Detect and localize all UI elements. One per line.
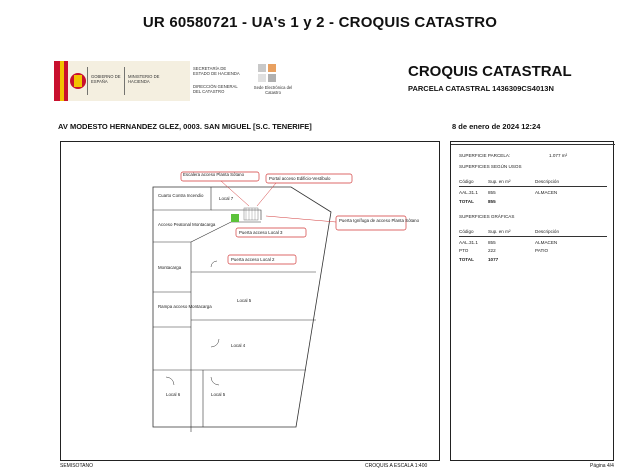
secretaria-text: SECRETARÍA DE ESTADO DE HACIENDA [193,66,240,76]
footer-left: SEMISOTANO [60,463,93,469]
usos-row-desc: ALMACEN [535,190,558,195]
room-local-5b: Local 5 [211,392,226,397]
room-local-5: Local 5 [237,298,252,303]
g-col-codigo: Código [459,229,474,234]
sede-text: Sede Electrónica del Catastro [253,85,293,95]
col-codigo: Código [459,179,474,184]
parcela-title: PARCELA CATASTRAL 1436309CS4013N [408,84,554,93]
sede-electronica-logo-icon [256,62,280,84]
plan-labels [61,142,441,462]
graficas-row-sup: 855 [488,240,496,245]
parcela-value: 1.077 m² [549,153,568,158]
graficas-total-label: TOTAL [459,257,474,262]
graficas-row-desc: PATIO [535,248,549,253]
room-montacarga: Montacarga [158,265,182,270]
graficas-total: 1077 [488,257,499,262]
parcela-label: SUPERFICIE PARCELA: [459,153,511,158]
graficas-title: SUPERFICIES GRÁFICAS [459,214,515,219]
col-sup: Sup. en m² [488,179,511,184]
graficas-row-desc: ALMACEN [535,240,558,245]
col-desc: Descripción [535,179,559,184]
footer-page: Página 4/4 [590,463,614,469]
segun-usos-title: SUPERFICIES SEGÚN USOS [459,164,522,169]
graficas-row-sup: 222 [488,248,496,253]
room-local-7: Local 7 [219,196,234,201]
ministerio-text: MINISTERIO DE HACIENDA [128,74,160,84]
graficas-row-codigo: AAL.31.1 [459,240,478,245]
gobierno-logo [54,61,240,101]
callout-escalera: Escalera acceso Planta Sótano [183,172,245,177]
room-cuarto-contra-incendio: Cuarto Contra Incendio [158,193,204,198]
address-line: AV MODESTO HERNANDEZ GLEZ, 0003. SAN MIGUEL [S.C. TENERIFE] [58,122,312,131]
callout-puerta-local2: Puerta acceso Local 2 [231,257,275,262]
room-rampa: Rampa acceso Montacarga [158,304,212,309]
gobierno-text: GOBIERNO DE ESPAÑA [91,74,121,84]
date-line: 8 de enero de 2024 12:24 [452,122,541,131]
superficies-panel [450,141,614,461]
callout-puerta-ignifuga: Puerta Ignífuga de acceso Planta Sótano [339,218,420,223]
room-acceso-peatonal: Acceso Peatonal Montacarga [158,222,216,227]
plan-frame [60,141,440,461]
room-local-6: Local 6 [166,392,181,397]
direccion-text: DIRECCIÓN GENERAL DEL CATASTRO [193,84,238,94]
usos-total: 855 [488,199,496,204]
g-col-desc: Descripción [535,229,559,234]
callout-puerta-local3: Puerta acceso Local 3 [239,230,283,235]
graficas-row-codigo: PTO [459,248,469,253]
usos-total-label: TOTAL [459,199,474,204]
footer-scale: CROQUIS A ESCALA 1:400 [365,463,428,469]
croquis-title: CROQUIS CATASTRAL [408,63,572,80]
g-col-sup: Sup. en m² [488,229,511,234]
usos-row-sup: 855 [488,190,496,195]
room-local-4: Local 4 [231,343,246,348]
document-title: UR 60580721 - UA's 1 y 2 - CROQUIS CATASTRO [142,14,498,31]
callout-portal: Portal acceso Edificio-Vestíbulo [269,176,331,181]
usos-row-codigo: AAL.31.1 [459,190,478,195]
